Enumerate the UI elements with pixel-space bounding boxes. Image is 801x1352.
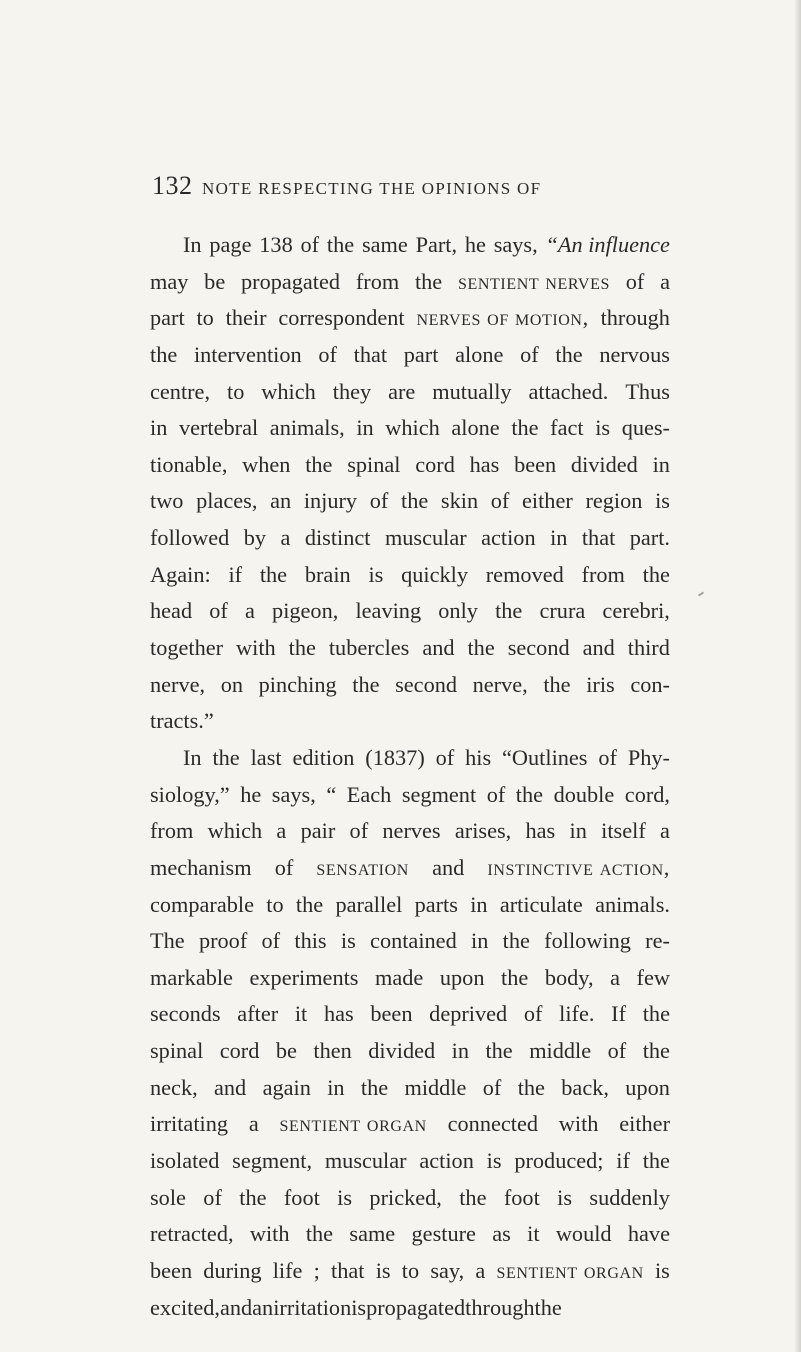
text-line (150, 923, 670, 960)
word: contained (370, 928, 457, 954)
word: has (323, 1001, 354, 1027)
word: action (481, 525, 536, 551)
small-caps-term: sentient organ (279, 1111, 427, 1137)
word: iris (586, 671, 615, 697)
word: is (337, 1184, 353, 1210)
text-line (150, 703, 670, 740)
word: second (507, 635, 570, 661)
word: Part, (415, 232, 458, 257)
word: mutually (432, 378, 512, 404)
word: two (150, 488, 184, 514)
word: the (288, 635, 316, 661)
word: animals. (595, 891, 670, 917)
word: the (212, 744, 240, 770)
text-line (150, 667, 670, 704)
word: distinct (304, 525, 371, 551)
word: animals, (269, 415, 345, 441)
word: irritating (150, 1111, 229, 1137)
word: the (467, 635, 495, 661)
word: through (465, 1294, 535, 1320)
word: a (276, 818, 287, 844)
word: in (470, 891, 488, 917)
word: been (370, 1001, 413, 1027)
word: Thus (625, 378, 670, 404)
word: the (305, 451, 333, 477)
word: a (244, 598, 255, 624)
word: of (349, 818, 369, 844)
word: is (351, 1294, 367, 1320)
word: spinal (150, 1038, 204, 1064)
word: of (274, 854, 294, 880)
word: from (581, 561, 625, 587)
word: upon (625, 1074, 670, 1100)
word: of (435, 744, 455, 770)
word: divided (368, 1038, 436, 1064)
word: of (598, 744, 617, 770)
word: been (150, 1257, 193, 1283)
word: nerve, (150, 671, 206, 697)
word: the (515, 781, 544, 807)
word: of (318, 341, 337, 367)
word: in (569, 818, 587, 844)
word: the (239, 1184, 267, 1210)
text-line (150, 264, 670, 301)
word: of (209, 598, 228, 624)
word: 138 (259, 232, 293, 257)
word: nerve, (472, 671, 528, 697)
word: itself (601, 818, 646, 844)
word: alone (455, 341, 504, 367)
word: pricked, (369, 1184, 442, 1210)
word: segment, (232, 1148, 313, 1174)
word: con- (630, 671, 670, 697)
word: the (495, 598, 523, 624)
word: injury (303, 488, 358, 514)
word: mechanism (150, 854, 252, 880)
word: and (219, 1294, 253, 1320)
word: by (243, 525, 267, 551)
word: In (183, 232, 202, 257)
word: Each (346, 781, 392, 807)
text-line (150, 300, 670, 337)
word: of (607, 1038, 627, 1064)
word: followed (150, 525, 230, 551)
word: the (502, 928, 530, 954)
word: cord (415, 451, 455, 477)
word: is (368, 561, 384, 587)
text-line (150, 996, 670, 1033)
word: a (660, 268, 670, 294)
word: suddenly (589, 1184, 670, 1210)
word: the (305, 1221, 334, 1247)
word: he (240, 781, 262, 807)
word: is (486, 1148, 502, 1174)
word: in (652, 451, 670, 477)
word: pair (300, 818, 336, 844)
word: Again: (150, 561, 211, 587)
word: which (207, 818, 263, 844)
word: may (150, 268, 189, 294)
text-line (150, 337, 670, 374)
word: few (636, 964, 670, 990)
word: cord, (624, 781, 670, 807)
word: is (595, 415, 611, 441)
word: of (482, 1074, 502, 1100)
word: alone (451, 415, 500, 441)
text-line (150, 740, 670, 777)
text-line (150, 1290, 670, 1327)
word: after (237, 1001, 279, 1027)
word: centre, (150, 378, 211, 404)
word: a (660, 818, 670, 844)
word: it (294, 1001, 308, 1027)
word: is (375, 1257, 391, 1283)
text-line (150, 410, 670, 447)
word: either (619, 1111, 670, 1137)
word: experiments (249, 964, 359, 990)
word: pigeon, (272, 598, 339, 624)
word: markable (150, 964, 233, 990)
word: Phy- (627, 744, 670, 770)
word: foot (283, 1184, 320, 1210)
word: parts (414, 891, 458, 917)
word: part. (629, 525, 670, 551)
text-line (150, 630, 670, 667)
word: that (331, 1257, 365, 1283)
word: of (523, 1001, 543, 1027)
word: deprived (429, 1001, 508, 1027)
word: through (600, 305, 670, 331)
word: of (203, 1184, 222, 1210)
word: the (259, 561, 288, 587)
text-line (150, 1070, 670, 1107)
word: if (616, 1148, 630, 1174)
word: are (388, 378, 416, 404)
text-line (150, 1033, 670, 1070)
word: a (280, 525, 291, 551)
text-line (150, 1180, 670, 1217)
running-title: NOTE RESPECTING THE OPINIONS OF (202, 179, 542, 198)
word: siology,” (150, 781, 230, 807)
word: the (642, 1001, 670, 1027)
word: of (625, 268, 645, 294)
word: the (543, 671, 571, 697)
word: body, (544, 964, 594, 990)
text-line (150, 850, 670, 887)
word: the (360, 1074, 389, 1100)
word: re- (645, 928, 670, 954)
word: tionable, (150, 451, 228, 477)
word: intervention (193, 341, 302, 367)
word: tubercles (328, 635, 410, 661)
text-line (150, 374, 670, 411)
word: to (401, 1257, 420, 1283)
word: of (261, 928, 281, 954)
small-caps-term: instinctive action, (487, 854, 670, 880)
text-line (150, 520, 670, 557)
word: during (203, 1257, 262, 1283)
word: that (353, 341, 388, 367)
margin-mark (698, 591, 704, 596)
word: in (471, 928, 489, 954)
word: the (555, 341, 583, 367)
word: ques- (621, 415, 670, 441)
word: this (294, 928, 327, 954)
word: of (490, 488, 510, 514)
text-line (150, 960, 670, 997)
word: and (214, 1074, 247, 1100)
page-number: 132 (152, 171, 193, 200)
word: neck, (150, 1074, 198, 1100)
word: from (150, 818, 194, 844)
word: last (250, 744, 282, 770)
word: quickly (401, 561, 468, 587)
text-line (150, 227, 670, 264)
word: spinal (347, 451, 401, 477)
word: they (332, 378, 372, 404)
text-line (150, 777, 670, 814)
word: a (610, 964, 620, 990)
word: the (150, 341, 178, 367)
word: the (501, 964, 529, 990)
word: the (511, 415, 539, 441)
word: with (558, 1111, 599, 1137)
word: in (327, 1074, 345, 1100)
word: attached. (528, 378, 609, 404)
body-text (150, 227, 670, 1326)
word: an (270, 488, 292, 514)
word: nerves (382, 818, 441, 844)
word: “Outlines (502, 744, 588, 770)
word: their (225, 305, 267, 331)
word: ; (313, 1257, 320, 1283)
word: on (220, 671, 243, 697)
word: parallel (335, 891, 403, 917)
word: page (209, 232, 252, 257)
word: retracted, (150, 1221, 234, 1247)
word: either (522, 488, 573, 514)
text-line (150, 1143, 670, 1180)
word: skin (440, 488, 479, 514)
word: be (275, 1038, 297, 1064)
word: which (261, 378, 316, 404)
word: correspondent (278, 305, 405, 331)
word: has (525, 818, 556, 844)
word: of (369, 488, 389, 514)
word: and (432, 854, 465, 880)
word: in (451, 1038, 469, 1064)
word: with (249, 1221, 290, 1247)
word: together (150, 635, 224, 661)
word: vertebral (178, 415, 259, 441)
word: his (465, 744, 492, 770)
word: life (272, 1257, 303, 1283)
text-line (150, 1106, 670, 1143)
word: of (520, 341, 539, 367)
word: propagated (366, 1294, 466, 1320)
word: again (262, 1074, 311, 1100)
word: and (422, 635, 455, 661)
word: cord (219, 1038, 260, 1064)
word: gesture (411, 1221, 476, 1247)
word: double (553, 781, 615, 807)
word: and (582, 635, 615, 661)
word: if (228, 561, 243, 587)
word: the (326, 232, 355, 257)
word: sole (150, 1184, 186, 1210)
word: he (464, 232, 486, 257)
word: with (236, 635, 276, 661)
word: that (581, 525, 616, 551)
word: muscular (384, 525, 467, 551)
word: the (485, 1038, 513, 1064)
word: a (475, 1257, 486, 1283)
small-caps-term: sensation (316, 854, 409, 880)
word: when (242, 451, 291, 477)
word: comparable (150, 891, 254, 917)
word: seconds (150, 1001, 221, 1027)
word: articulate (499, 891, 583, 917)
small-caps-term: nerves of motion, (416, 305, 589, 331)
word: the (642, 1148, 670, 1174)
word: the (642, 1038, 670, 1064)
word: says, (271, 781, 316, 807)
word: crura (539, 598, 586, 624)
text-line (150, 887, 670, 924)
word: same (361, 232, 408, 257)
word: the (414, 268, 443, 294)
running-head (152, 171, 672, 205)
word: following (544, 928, 631, 954)
word: then (313, 1038, 352, 1064)
word: is (654, 1257, 670, 1283)
word: The (150, 928, 185, 954)
word: the (534, 1294, 562, 1320)
word: of (486, 781, 506, 807)
word: of (300, 232, 320, 257)
italic-term: “An influence (545, 232, 670, 257)
word: an (252, 1294, 274, 1320)
word: leaving (355, 598, 422, 624)
word: the (459, 1184, 487, 1210)
word: only (438, 598, 478, 624)
word: middle (529, 1038, 592, 1064)
word: isolated (150, 1148, 220, 1174)
word: middle (404, 1074, 467, 1100)
word: brain (304, 561, 351, 587)
word: “ (326, 781, 337, 807)
page-edge-shadow (794, 0, 801, 1352)
word: propagated (241, 268, 341, 294)
word: to (196, 305, 214, 331)
word: back, (561, 1074, 609, 1100)
word: third (627, 635, 670, 661)
text-line (150, 557, 670, 594)
word: in (550, 525, 568, 551)
word: is (340, 928, 356, 954)
word: the (295, 891, 324, 917)
word: which (385, 415, 440, 441)
word: produced; (514, 1148, 604, 1174)
word: places, (196, 488, 258, 514)
word: part (150, 305, 185, 331)
word: as (492, 1221, 511, 1247)
word: be (204, 268, 226, 294)
text-line (150, 447, 670, 484)
word: divided (570, 451, 638, 477)
word: foot (503, 1184, 540, 1210)
word: action (419, 1148, 474, 1174)
word: life. (559, 1001, 595, 1027)
word: from (355, 268, 400, 294)
word: in (150, 415, 168, 441)
word: a (248, 1111, 259, 1137)
word: the (642, 561, 670, 587)
word: cerebri, (602, 598, 670, 624)
text-line (150, 1216, 670, 1253)
word: have (627, 1221, 670, 1247)
word: fact (550, 415, 584, 441)
word: made (375, 964, 424, 990)
word: same (349, 1221, 396, 1247)
word: removed (485, 561, 564, 587)
word: muscular (324, 1148, 407, 1174)
word: irritation (273, 1294, 352, 1320)
word: says, (493, 232, 538, 257)
word: the (352, 671, 380, 697)
word: pinching (258, 671, 337, 697)
word: excited, (150, 1294, 220, 1320)
word: part (403, 341, 439, 367)
word: If (611, 1001, 627, 1027)
word: has (469, 451, 500, 477)
word: been (514, 451, 557, 477)
word: tracts.” (150, 708, 214, 734)
word: connected (447, 1111, 538, 1137)
word: proof (198, 928, 248, 954)
word: in (356, 415, 374, 441)
small-caps-term: sentient nerves (458, 268, 610, 294)
word: edition (292, 744, 355, 770)
word: region (585, 488, 643, 514)
word: is (557, 1184, 573, 1210)
small-caps-term: sentient organ (496, 1257, 644, 1283)
word: segment (401, 781, 477, 807)
word: second (395, 671, 458, 697)
word: upon (439, 964, 485, 990)
word: (1837) (365, 744, 425, 770)
text-line (150, 483, 670, 520)
word: arises, (454, 818, 512, 844)
word: In (183, 744, 202, 770)
word: nervous (599, 341, 670, 367)
text-line (150, 593, 670, 630)
text-line (150, 813, 670, 850)
text-line (150, 1253, 670, 1290)
word: is (655, 488, 670, 514)
word: the (401, 488, 429, 514)
word: say, (430, 1257, 465, 1283)
word: head (150, 598, 193, 624)
word: it (527, 1221, 540, 1247)
word: to (266, 891, 284, 917)
word: would (555, 1221, 612, 1247)
word: to (227, 378, 245, 404)
word: the (517, 1074, 545, 1100)
